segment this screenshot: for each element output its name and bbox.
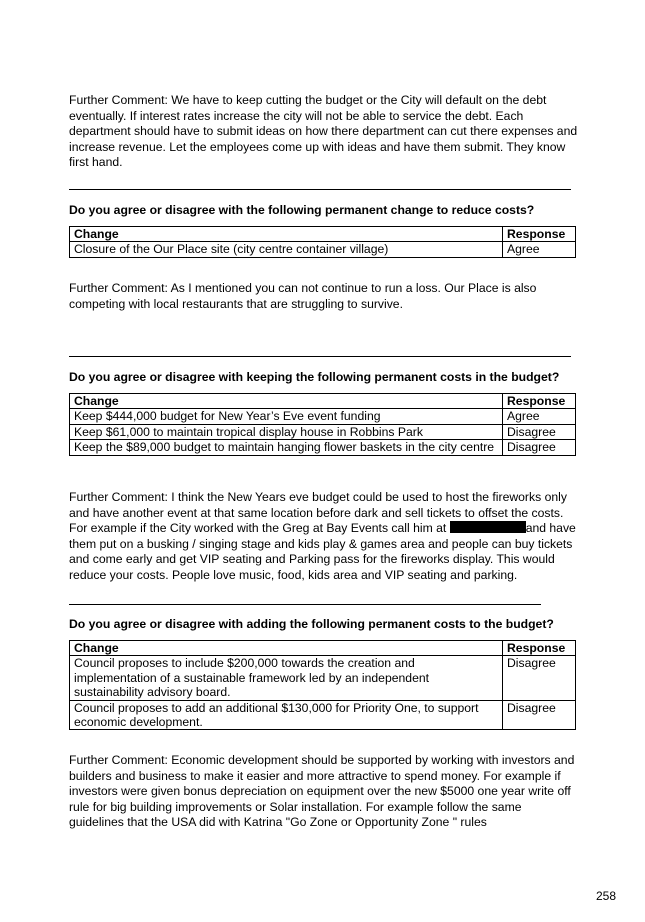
table-row xyxy=(70,656,576,700)
further-comment-2: Further Comment: As I mentioned you can not continue to run a loss. Our Place is also competing with local restaurants that are struggling to survive. xyxy=(69,281,537,311)
reduce-costs-table xyxy=(69,226,576,258)
table-row xyxy=(70,424,576,439)
change-cell: Keep $444,000 budget for New Year’s Eve event funding xyxy=(70,409,503,424)
table-row xyxy=(70,409,576,424)
section-divider xyxy=(69,604,541,605)
further-comment-3 xyxy=(69,490,579,584)
table-header-row xyxy=(70,641,576,656)
comment-text: Further Comment: I think the New Years eve budget could be used to host the fireworks only and have another event at that same location before dark and sell tickets to offset the costs. For example if the City worked with the Greg at Bay Events call him at xyxy=(69,490,567,536)
response-header: Response xyxy=(503,394,576,409)
keep-costs-table xyxy=(69,393,576,456)
question-keep-costs: Do you agree or disagree with keeping the following permanent costs in the budget? xyxy=(69,370,560,384)
table-row xyxy=(70,700,576,730)
section-divider xyxy=(69,356,571,357)
response-cell: Disagree xyxy=(503,656,576,700)
response-header: Response xyxy=(503,641,576,656)
change-cell: Council proposes to include $200,000 towards the creation and implementation of a sustainable framework led by an independent sustainability advisory board. xyxy=(70,656,503,700)
further-comment-1: Further Comment: We have to keep cutting the budget or the City will default on the debt eventually. If interest rates increase the city will not be able to service the debt. Each department should have to submit ideas on how there department can cut there expenses and increase revenue. Let the employees come up with ideas and have them submit. They know first hand. xyxy=(69,93,578,170)
redacted-phone-number xyxy=(450,521,526,533)
response-cell: Disagree xyxy=(503,700,576,730)
change-cell: Keep the $89,000 budget to maintain hanging flower baskets in the city centre xyxy=(70,440,503,455)
response-cell: Disagree xyxy=(503,424,576,439)
change-cell: Council proposes to add an additional $130,000 for Priority One, to support economic development. xyxy=(70,700,503,730)
change-cell: Keep $61,000 to maintain tropical display house in Robbins Park xyxy=(70,424,503,439)
section-divider xyxy=(69,189,571,190)
table-header-row xyxy=(70,394,576,409)
page-number: 258 xyxy=(595,889,616,903)
change-header: Change xyxy=(70,394,503,409)
table-header-row xyxy=(70,227,576,242)
change-cell: Closure of the Our Place site (city centre container village) xyxy=(70,242,503,257)
question-add-costs: Do you agree or disagree with adding the following permanent costs to the budget? xyxy=(69,617,554,631)
response-cell: Disagree xyxy=(503,440,576,455)
question-reduce-costs: Do you agree or disagree with the following permanent change to reduce costs? xyxy=(69,203,535,217)
change-header: Change xyxy=(70,641,503,656)
further-comment-4: Further Comment: Economic development should be supported by working with investors and builders and business to make it easier and more attractive to spend money. For example if investors were given bonus depreciation on equipment over the new $5000 one year write off rule for big building improvements or Solar installation. For example follow the same guidelines that the USA did with Katrina "Go Zone or Opportunity Zone " rules xyxy=(69,753,575,830)
table-row xyxy=(70,242,576,257)
table-row xyxy=(70,440,576,455)
change-header: Change xyxy=(70,227,503,242)
response-header: Response xyxy=(503,227,576,242)
add-costs-table xyxy=(69,640,576,730)
comment-text: and have them put on a busking / singing stage and kids play & games area and people can buy tickets and come early and get VIP seating and Parking pass for the fireworks display. This would reduce your costs. People love music, food, kids area and VIP seating and parking. xyxy=(69,521,576,582)
response-cell: Agree xyxy=(503,409,576,424)
response-cell: Agree xyxy=(503,242,576,257)
